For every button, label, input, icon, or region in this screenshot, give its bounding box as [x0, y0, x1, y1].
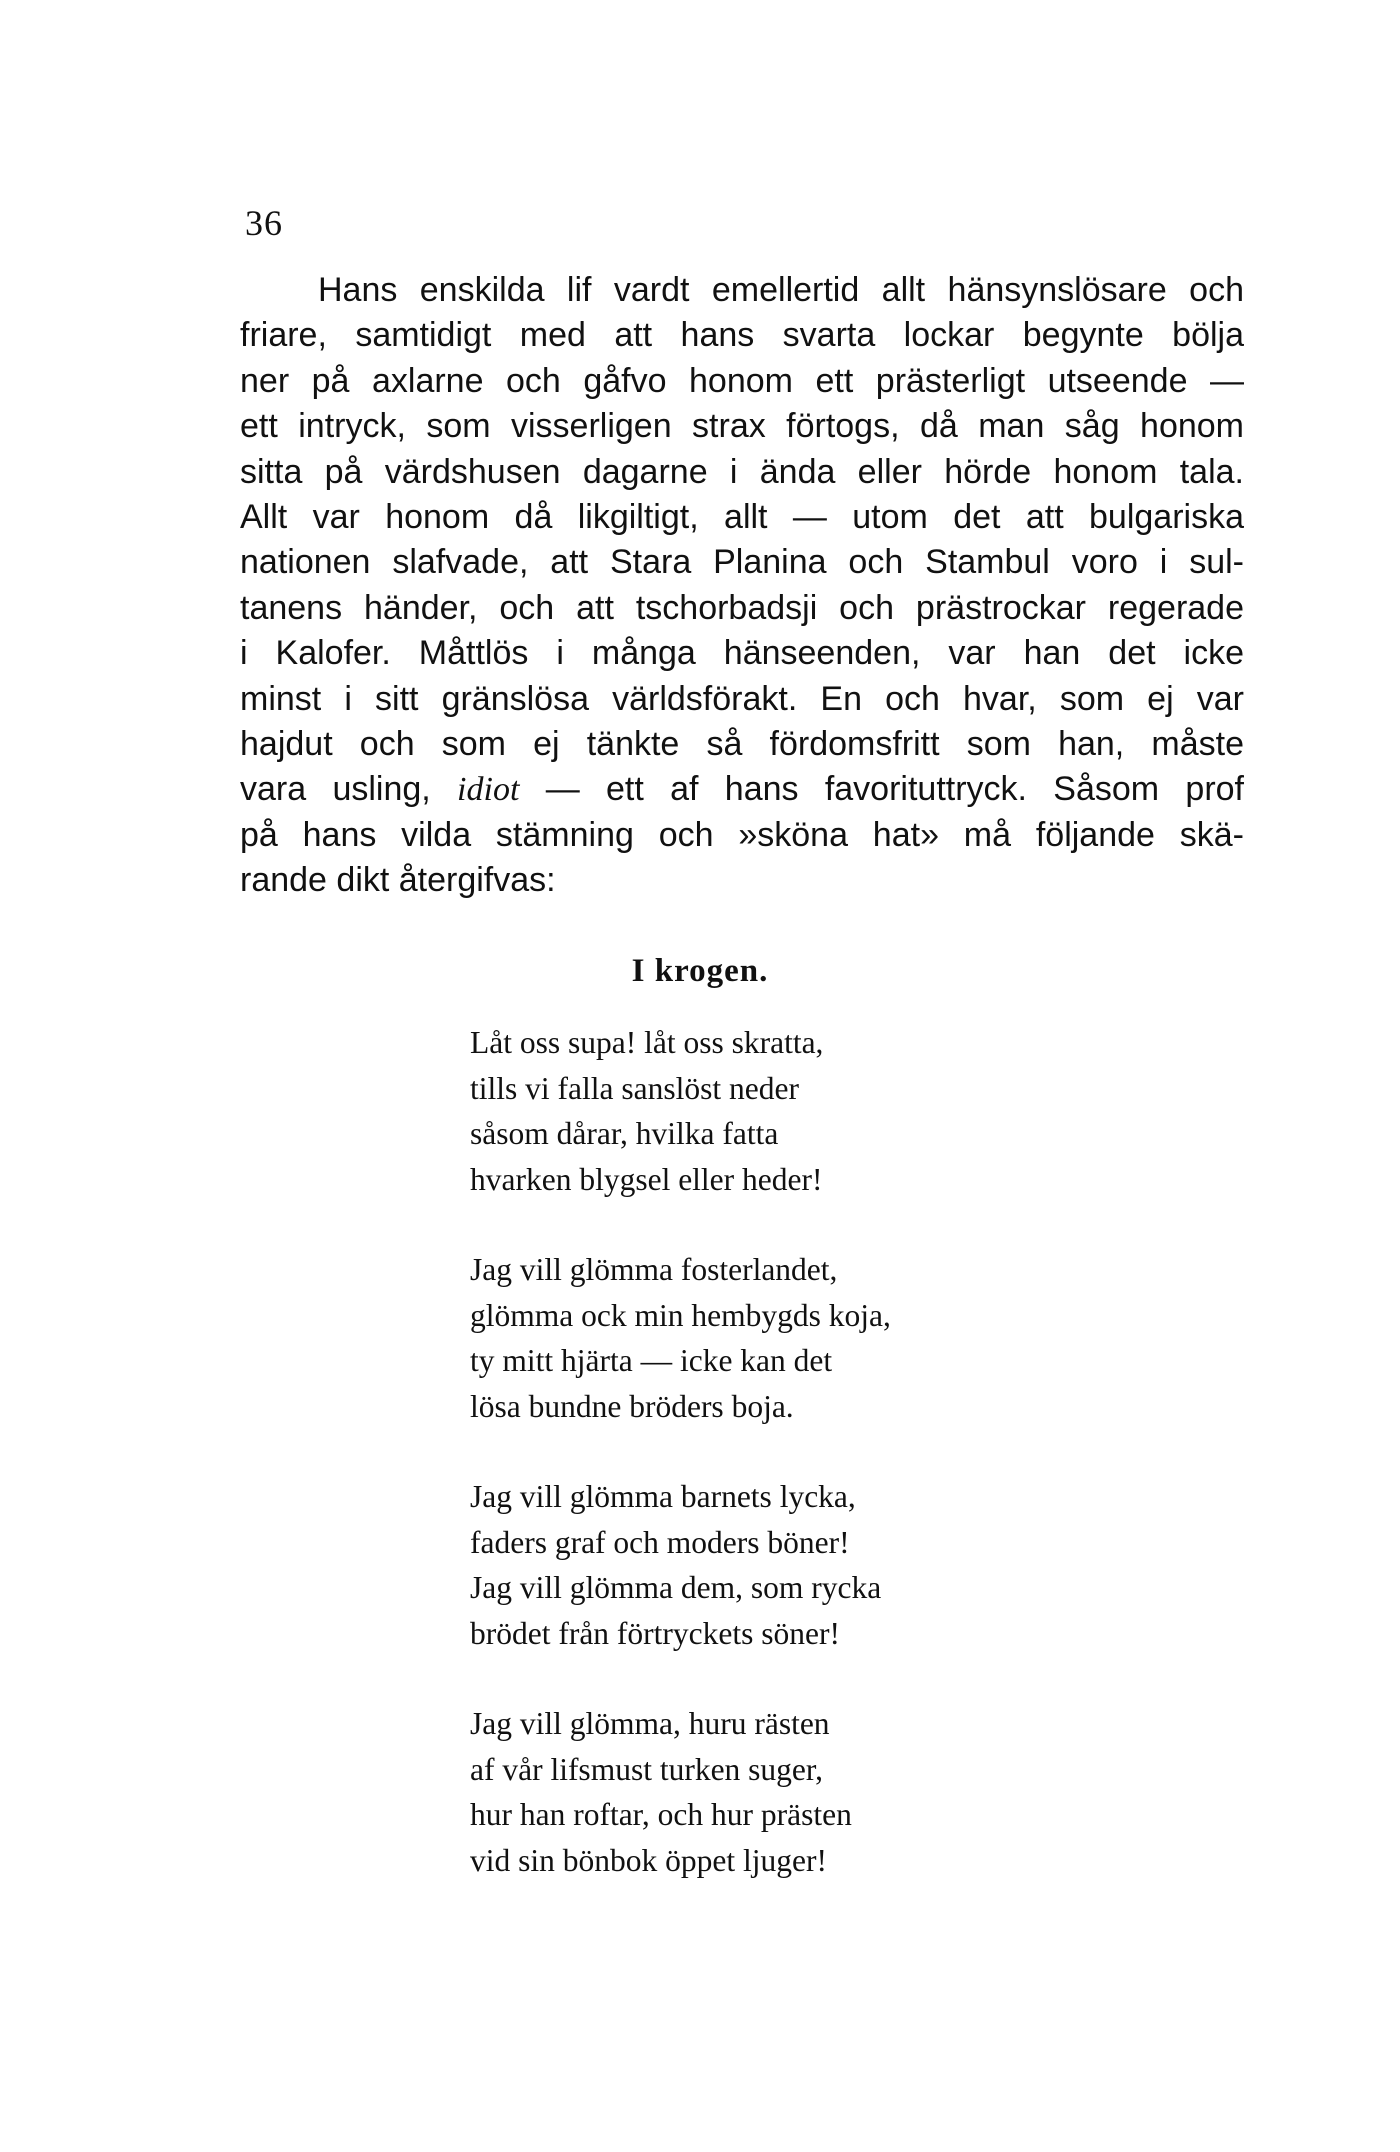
paragraph-line: friare, samtidigt med att hans svarta lockar begynte bölja	[240, 316, 1244, 355]
paragraph-line: ner på axlarne och gåfvo honom ett prästerligt utseende —	[240, 361, 1244, 400]
paragraph-line: på hans vilda stämning och »sköna hat» må följande skä-	[240, 815, 1244, 854]
verse-line: af vår lifsmust turken suger,	[470, 1751, 824, 1787]
verse-line: glömma ock min hembygds koja,	[470, 1297, 891, 1333]
paragraph-line: tanens händer, och att tschorbadsji och prästrockar regerade	[240, 588, 1244, 627]
verse-line: tills vi falla sanslöst neder	[470, 1070, 799, 1106]
prose-paragraph	[240, 268, 1244, 903]
poem-stanza	[470, 1020, 1030, 1202]
verse-line: vid sin bönbok öppet ljuger!	[470, 1842, 827, 1878]
emphasized-word: idiot	[457, 771, 520, 809]
paragraph-line: ett intryck, som visserligen strax förtogs, då man såg honom	[240, 407, 1244, 446]
paragraph-line: rande dikt återgifvas:	[240, 861, 556, 900]
poem-stanza	[470, 1474, 1030, 1656]
paragraph-line: Hans enskilda lif vardt emellertid allt hänsynslösare och	[318, 271, 1244, 309]
paragraph-line: Allt var honom då likgiltigt, allt — utom det att bulgariska	[240, 497, 1244, 536]
paragraph-line-with-emphasis	[240, 767, 1244, 812]
verse-line: Jag vill glömma, huru rästen	[470, 1706, 830, 1741]
paragraph-line: i Kalofer. Måttlös i många hänseenden, var han det icke	[240, 634, 1244, 673]
paragraph-line: hajdut och som ej tänkte så fördomsfritt som han, måste	[240, 724, 1244, 763]
verse-line: Jag vill glömma dem, som rycka	[470, 1570, 882, 1605]
poem-stanza	[470, 1701, 1030, 1883]
poem-stanza	[470, 1247, 1030, 1429]
verse-line: Jag vill glömma fosterlandet,	[470, 1252, 838, 1287]
paragraph-line: minst i sitt gränslösa världsförakt. En och hvar, som ej var	[240, 679, 1244, 718]
paragraph-line: sitta på värdshusen dagarne i ända eller hörde honom tala.	[240, 452, 1244, 491]
paragraph-line: nationen slafvade, att Stara Planina och Stambul voro i sul-	[240, 543, 1244, 582]
verse-line: såsom dårar, hvilka fatta	[470, 1116, 779, 1151]
poem-title: I krogen.	[631, 953, 769, 989]
verse-line: lösa bundne bröders boja.	[470, 1388, 794, 1424]
poem	[470, 1020, 1030, 1928]
verse-line: brödet från förtryckets söner!	[470, 1615, 840, 1651]
verse-line: hvarken blygsel eller heder!	[470, 1161, 823, 1197]
paragraph-line-end: — ett af hans favorituttryck. Såsom prof	[545, 770, 1244, 809]
page-number: 36	[245, 203, 283, 243]
verse-line: faders graf och moders böner!	[470, 1524, 850, 1560]
verse-line: Jag vill glömma barnets lycka,	[470, 1479, 856, 1514]
paragraph-line-start: vara usling,	[240, 770, 431, 809]
verse-line: hur han roftar, och hur prästen	[470, 1797, 852, 1832]
verse-line: Låt oss supa! låt oss skratta,	[470, 1025, 824, 1060]
verse-line: ty mitt hjärta — icke kan det	[470, 1343, 833, 1378]
